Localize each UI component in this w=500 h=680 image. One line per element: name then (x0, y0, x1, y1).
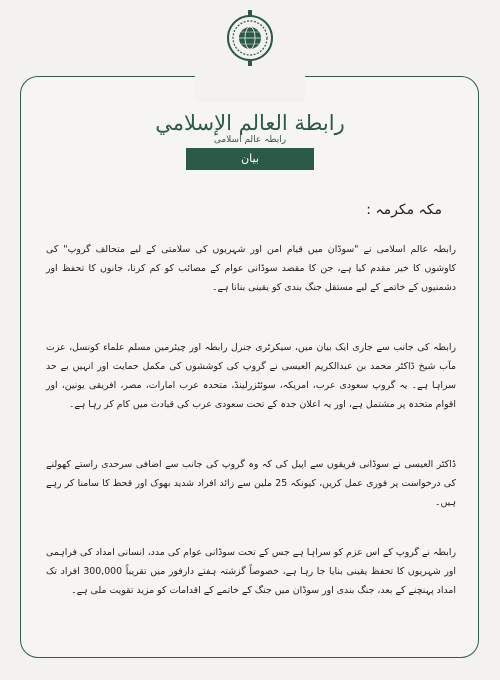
paragraph-2: رابطہ کی جانب سے جاری ایک بیان میں، سیکرٹری جنرل رابطہ اور چیئرمین مسلم علماء کونسل، عزت مآب شیخ ڈاکٹر محمد بن عبدالکریم العیسی نے گروپ کی کوششوں کی مکمل حمایت اور انہیں بے حد سراہا ہے۔ یہ گروپ سعودی عرب، امریکہ، سوئٹزرلینڈ، متحدہ عرب امارات، مصر، افریقی یونین، اور اقوام متحدہ پر مشتمل ہے، اور یہ اعلان جدہ کے تحت سعودی عرب کی قیادت میں کام کر رہا ہے۔ (46, 342, 456, 410)
dateline-location: مکہ مکرمہ : (366, 202, 442, 218)
paragraph-1: رابطہ عالم اسلامی نے "سوڈان میں قیام امن اور شہریوں کی سلامتی کے لیے متحالف گروپ" کی کاوشوں کا خیر مقدم کیا ہے، جن کا مقصد سوڈانی عوام کے مصائب کو کم کرنا، جانوں کا تحفظ اور دشمنیوں کے خاتمے کے لیے مستقل جنگ بندی کو یقینی بنانا ہے۔ (46, 244, 456, 293)
org-name-urdu: رابطہ عالم اسلامی (213, 135, 287, 145)
statement-badge: بیان (186, 148, 314, 170)
paragraph-4: رابطہ نے گروپ کے اس عزم کو سراہا ہے جس کے تحت سوڈانی عوام کی مدد، انسانی امداد کی فراہمی اور شہریوں کا تحفظ یقینی بنایا جا رہا ہے، خصوصاً گزشتہ ہفتے دارفور میں تقریباً 300,000 افراد تک امداد پہنچنے کے بعد، جنگ بندی اور سوڈان میں جنگ کے خاتمے کے اقدامات کو مزید تقویت ملی ہے۔ (46, 547, 457, 596)
org-name-arabic: رابطة العالم الإسلامي (155, 111, 345, 135)
globe-emblem-icon (225, 10, 275, 68)
paragraph-3: ڈاکٹر العیسی نے سوڈانی فریقوں سے اپیل کی کہ وہ گروپ کی جانب سے اضافی سرحدی راستے کھولنے کی درخواست پر فوری عمل کریں، کیونکہ 25 ملین سے زائد افراد شدید بھوک اور قحط کا سامنا کر رہے ہیں۔ (46, 459, 456, 508)
org-logo (0, 10, 500, 150)
